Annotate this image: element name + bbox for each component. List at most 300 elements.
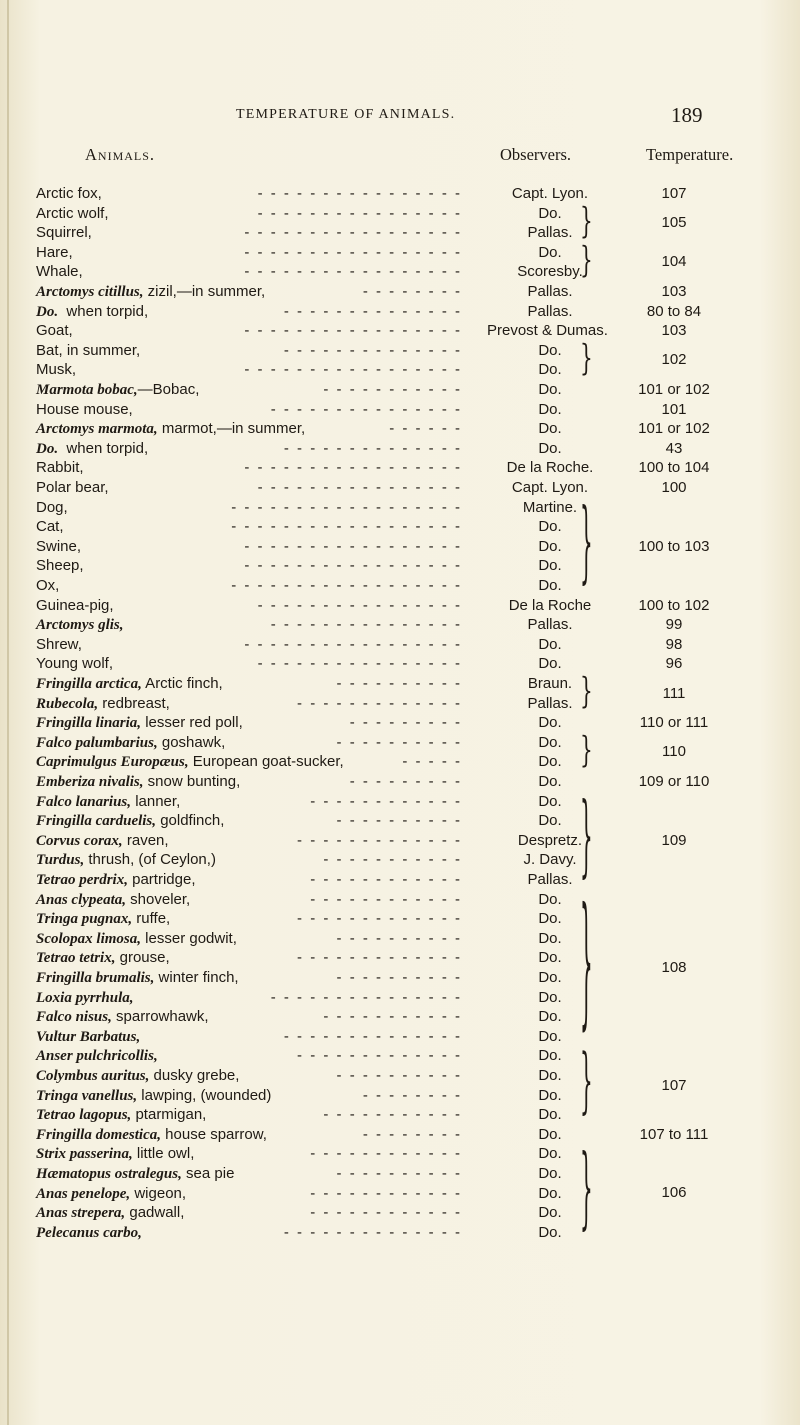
common-name: Hare, (36, 243, 73, 261)
common-name: redbreast, (98, 694, 170, 712)
leader-dashes: - - - - - - - - - - - - - - - - (257, 479, 462, 496)
leader-dashes: - - - - - - - - - - - - - - (283, 439, 462, 457)
common-name: snow bunting, (143, 773, 241, 790)
table-row (0, 654, 800, 673)
temperature-value: 100 to 103 (638, 537, 710, 555)
latin-name: Falco lanarius, (36, 793, 132, 810)
table-row (0, 1007, 800, 1026)
common-name: raven, (122, 831, 169, 849)
observer-name: Scoresby. (517, 263, 583, 281)
temperature-value: 100 to 104 (638, 459, 710, 477)
leader-dashes: - - - - - - - - - - - - - - (283, 1223, 462, 1241)
temperature-value: 101 (661, 400, 687, 418)
latin-name: Falco nisus, (36, 1009, 112, 1026)
animal-name (36, 1007, 209, 1027)
table-row (0, 321, 800, 340)
observer-name: Pallas. (527, 694, 573, 712)
common-name: grouse, (115, 949, 170, 967)
observer-name: Do. (538, 969, 562, 986)
latin-name: Marmota bobac, (36, 382, 138, 398)
observer-name: Pallas. (527, 283, 573, 300)
group-temperature (0, 1076, 800, 1095)
table-row (0, 772, 800, 791)
common-name: Whale, (36, 263, 83, 281)
group-brace: } (580, 198, 593, 241)
observer-name: Do. (538, 243, 562, 261)
table-row (0, 498, 800, 517)
common-name: Arctic wolf, (36, 204, 109, 222)
common-name: wigeon, (130, 1184, 187, 1202)
animal-name (36, 498, 68, 517)
common-name: Shrew, (36, 635, 82, 653)
observer-name: Do. (538, 1027, 562, 1045)
running-head (0, 103, 800, 127)
leader-dashes: - - - - - - - - (362, 1125, 462, 1143)
latin-name: Hæmatopus ostralegus, (36, 1166, 182, 1182)
observer-name: Do. (538, 1125, 562, 1143)
observer-name: Braun. (527, 675, 573, 692)
leader-dashes: - - - - - - - - - - - - - - - (270, 400, 462, 418)
column-header-observers: Observers. (500, 145, 572, 164)
observer-name: Do. (538, 890, 562, 908)
observer-name: Capt. Lyon. (511, 479, 589, 496)
table-row (0, 1105, 800, 1124)
latin-name: Vultur Barbatus, (36, 1028, 141, 1045)
observer-name: Do. (538, 518, 562, 536)
table-row (0, 811, 800, 830)
common-name: lesser godwit, (141, 929, 237, 947)
temperature-value: 101 or 102 (638, 420, 710, 438)
observer-name: Do. (538, 910, 562, 928)
page-number: 189 (671, 103, 703, 127)
group-brace: } (580, 1133, 593, 1241)
leader-dashes: - - - - - - - - - - - - - - - - (257, 655, 462, 673)
observer-name: Do. (538, 1008, 562, 1026)
animal-name (36, 380, 199, 400)
table-row (0, 517, 800, 536)
leader-dashes: - - - - - - - - - - (336, 1165, 462, 1182)
common-name: Musk, (36, 361, 77, 379)
animal-name (36, 517, 64, 536)
leader-dashes: - - - - - - - - - - - - - (297, 831, 462, 849)
table-row (0, 1144, 800, 1163)
leader-dashes: - - - - - - - - - - - - - - - - - (244, 224, 462, 242)
table-row (0, 184, 800, 203)
animal-name (36, 596, 114, 615)
leader-dashes: - - - - - - - - - (349, 714, 462, 732)
leader-dashes: - - - - - - - - - - - - - - - - (257, 185, 462, 202)
table-row (0, 419, 800, 438)
leader-dashes: - - - - - - - - (362, 283, 462, 300)
observer-name: Prevost & Dumas. (487, 322, 608, 340)
animal-name (36, 909, 170, 929)
leader-dashes: - - - - - - - - - - - - - - - - - (244, 459, 462, 477)
latin-name: Anas strepera, (36, 1205, 126, 1222)
latin-name: Tringa pugnax, (36, 911, 133, 928)
table-row (0, 302, 800, 321)
table-row (0, 870, 800, 889)
common-name: goshawk, (157, 733, 226, 751)
table-row (0, 635, 800, 654)
temperature-value: 108 (661, 959, 687, 976)
common-name: gadwall, (125, 1204, 185, 1222)
latin-name: Do. (36, 303, 59, 320)
observer-name: Do. (538, 557, 562, 575)
group-temperature (0, 742, 800, 761)
leader-dashes: - - - - - - - - - - - - - - (283, 341, 462, 359)
observer-name: Do. (538, 949, 562, 967)
common-name: Sheep, (36, 557, 84, 575)
temperature-value: 107 to 111 (639, 1125, 709, 1143)
common-name: Young wolf, (36, 655, 114, 673)
latin-name: Fringilla carduelis, (36, 813, 157, 830)
table-row (0, 1164, 800, 1183)
latin-name: Anser pulchricollis, (36, 1048, 158, 1065)
table-row (0, 792, 800, 811)
common-name: lanner, (131, 792, 181, 810)
animal-name (36, 419, 305, 439)
animal-name (36, 1203, 184, 1223)
animal-name (36, 1164, 234, 1184)
leader-dashes: - - - - - - - - - - - - - (297, 694, 462, 712)
temperature-value: 105 (661, 214, 687, 232)
group-temperature (0, 252, 800, 271)
observer-name: Do. (538, 988, 562, 1006)
table-row (0, 1223, 800, 1242)
common-name: lesser red poll, (141, 714, 243, 732)
latin-name: Arctomys marmota, (36, 421, 158, 438)
latin-name: Caprimulgus Europæus, (36, 754, 189, 771)
leader-dashes: - - - - - - - - - - (336, 969, 462, 986)
common-name: shoveler, (126, 890, 191, 908)
common-name: house sparrow, (161, 1125, 267, 1143)
table-row (0, 282, 800, 301)
observer-name: Do. (538, 1067, 562, 1084)
leader-dashes: - - - - - - - - - - - - - - - - - - (231, 577, 462, 594)
table-row (0, 458, 800, 477)
common-name: Arctic finch, (141, 675, 223, 692)
table-row (0, 596, 800, 615)
observer-name: Do. (538, 439, 562, 457)
animal-name (36, 458, 84, 477)
animal-name (36, 870, 196, 890)
latin-name: Fringilla arctica, (36, 676, 142, 692)
common-name: Ox, (36, 577, 60, 594)
temperature-value: 100 to 102 (638, 596, 710, 614)
common-name: sparrowhawk, (111, 1008, 209, 1026)
running-head-title: TEMPERATURE OF ANIMALS. (236, 107, 456, 122)
observer-name: Do. (538, 1184, 562, 1202)
observer-name: De la Roche (508, 596, 592, 614)
temperature-value: 107 (661, 1076, 687, 1094)
group-brace: } (580, 237, 593, 280)
group-temperature (0, 350, 800, 369)
observer-name: Do. (538, 773, 562, 790)
leader-dashes: - - - - - - - - - (349, 773, 462, 790)
temperature-value: 101 or 102 (638, 381, 710, 398)
animal-name (36, 1046, 158, 1066)
common-name: zizil,—in summer, (143, 283, 266, 300)
animal-name (36, 282, 265, 302)
common-name: thrush, (of Ceylon,) (84, 851, 216, 869)
group-temperature (0, 958, 800, 977)
observer-name: Do. (538, 204, 562, 222)
group-temperature (0, 684, 800, 703)
temperature-value: 110 (662, 743, 686, 761)
temperature-value: 106 (661, 1184, 687, 1202)
observer-name: J. Davy. (523, 851, 577, 869)
temperature-value: 96 (665, 655, 683, 673)
leader-dashes: - - - - - - - - - - (336, 733, 462, 751)
latin-name: Turdus, (36, 852, 85, 869)
observer-name: Do. (538, 812, 562, 830)
table-row (0, 850, 800, 869)
temperature-value: 110 or 111 (639, 714, 709, 732)
latin-name: Anas penelope, (36, 1185, 131, 1202)
observer-name: Do. (538, 577, 562, 594)
group-temperature (0, 1183, 800, 1202)
temperature-value: 99 (665, 616, 683, 634)
animal-name (36, 478, 109, 497)
latin-name: Corvus corax, (36, 832, 123, 849)
table-row (0, 890, 800, 909)
animal-name (36, 556, 84, 575)
common-name: Arctic fox, (36, 185, 102, 202)
leader-dashes: - - - - - - - - - - - - (310, 1145, 462, 1163)
leader-dashes: - - - - - - - - - - - - - - - - - (244, 537, 462, 555)
animal-name (36, 890, 190, 910)
leader-dashes: - - - - - - - - - - - - - - (283, 302, 462, 320)
observer-name: Do. (538, 792, 562, 810)
leader-dashes: - - - - - - - - - - - - - - - - - (244, 361, 462, 379)
leader-dashes: - - - - - - - - - - - - - - - - (257, 596, 462, 614)
animal-name (36, 576, 59, 595)
leader-dashes: - - - - - - - - - - - - - (297, 949, 462, 967)
latin-name: Tetrao tetrix, (36, 950, 116, 967)
leader-dashes: - - - - - - - - - - - (323, 381, 462, 398)
leader-dashes: - - - - - - - - - - (336, 812, 462, 830)
common-name: when torpid, (58, 439, 149, 457)
animal-name (36, 1125, 267, 1145)
latin-name: Colymbus auritus, (36, 1068, 150, 1084)
animal-name (36, 1027, 140, 1047)
observer-name: Pallas. (527, 616, 573, 634)
observer-name: Do. (538, 753, 562, 771)
column-header-temperature: Temperature. (646, 145, 734, 164)
leader-dashes: - - - - - - - - - - - (323, 851, 462, 869)
common-name: ruffe, (132, 910, 171, 928)
leader-dashes: - - - - - - - - - - - - - - - - - - (231, 498, 462, 516)
temperature-value: 109 or 110 (638, 773, 710, 790)
leader-dashes: - - - - - - - - - - - - - - - (270, 988, 462, 1006)
leader-dashes: - - - - - (402, 753, 462, 771)
table-row (0, 615, 800, 634)
common-name: —Bobac, (137, 381, 200, 398)
animal-name (36, 792, 180, 812)
common-name: when torpid, (58, 302, 149, 320)
common-name: goldfinch, (156, 812, 225, 830)
leader-dashes: - - - - - - - - - - - - - - - - - - (231, 518, 462, 536)
common-name: ptarmigan, (131, 1106, 207, 1124)
observer-name: Pallas. (527, 871, 573, 888)
animal-name (36, 184, 102, 203)
animal-name (36, 1144, 194, 1164)
latin-name: Arctomys glis, (36, 617, 124, 634)
temperature-value: 43 (665, 439, 683, 457)
group-temperature (0, 537, 800, 556)
leader-dashes: - - - - - - - - - - - - - - - (270, 616, 462, 634)
observer-name: Do. (538, 1047, 562, 1065)
common-name: sea pie (181, 1165, 235, 1182)
latin-name: Tringa vanellus, (36, 1087, 138, 1104)
leader-dashes: - - - - - - - - - - - - - - - - - (244, 557, 462, 575)
leader-dashes: - - - - - - - - - - - - - - - - - (244, 243, 462, 261)
leader-dashes: - - - - - - - - - - (336, 1067, 462, 1084)
observer-name: Do. (538, 635, 562, 653)
observer-name: De la Roche. (506, 459, 594, 477)
leader-dashes: - - - - - - - - - - - - (310, 1184, 462, 1202)
table-row (0, 1125, 800, 1144)
table-row (0, 713, 800, 732)
common-name: dusky grebe, (149, 1067, 240, 1084)
leader-dashes: - - - - - - - - - - - (323, 1008, 462, 1026)
observer-name: Pallas. (527, 302, 573, 320)
observer-name: Do. (538, 1165, 562, 1182)
table-row (0, 929, 800, 948)
observer-name: Do. (538, 361, 562, 379)
latin-name: Rubecola, (36, 695, 99, 712)
leader-dashes: - - - - - - - - - - - - - - - - - (244, 263, 462, 281)
animal-name (36, 988, 134, 1008)
observer-name: Do. (538, 733, 562, 751)
latin-name: Fringilla linaria, (36, 715, 142, 732)
group-brace: } (580, 780, 593, 888)
table-row (0, 576, 800, 595)
temperature-value: 80 to 84 (646, 302, 702, 320)
leader-dashes: - - - - - - - - - - - - - - (283, 1027, 462, 1045)
column-header-animals: Animals. (85, 145, 156, 164)
leader-dashes: - - - - - - - - (362, 1086, 462, 1104)
table-row (0, 380, 800, 399)
latin-name: Emberiza nivalis, (36, 774, 144, 790)
group-brace: } (580, 873, 593, 1045)
table-row (0, 1027, 800, 1046)
common-name: Goat, (36, 322, 73, 340)
observer-name: Capt. Lyon. (511, 185, 589, 202)
common-name: little owl, (132, 1145, 195, 1163)
observer-name: Do. (538, 400, 562, 418)
animal-name (36, 439, 148, 459)
leader-dashes: - - - - - - (389, 420, 462, 438)
leader-dashes: - - - - - - - - - - - - - (297, 1047, 462, 1065)
common-name: Dog, (36, 498, 68, 516)
latin-name: Falco palumbarius, (36, 734, 158, 751)
observer-name: Do. (538, 655, 562, 673)
group-temperature (0, 831, 800, 850)
leader-dashes: - - - - - - - - - - - - (310, 792, 462, 810)
leader-dashes: - - - - - - - - - - - - - - - - (257, 204, 462, 222)
animal-name (36, 850, 216, 870)
latin-name: Anas clypeata, (36, 891, 126, 908)
latin-name: Do. (36, 440, 59, 457)
observer-name: Do. (538, 1086, 562, 1104)
leader-dashes: - - - - - - - - - - - - (310, 871, 462, 888)
common-name: House mouse, (36, 400, 133, 418)
group-brace: } (580, 486, 593, 594)
leader-dashes: - - - - - - - - - - (336, 929, 462, 947)
table-row (0, 1203, 800, 1222)
observer-name: Do. (538, 420, 562, 438)
table-row (0, 439, 800, 458)
observer-name: Do. (538, 929, 562, 947)
temperature-value: 98 (665, 635, 683, 653)
temperature-value: 103 (661, 283, 687, 300)
latin-name: Fringilla brumalis, (36, 970, 155, 986)
leader-dashes: - - - - - - - - - - - - - (297, 910, 462, 928)
animal-name (36, 302, 148, 322)
latin-name: Tetrao lagopus, (36, 1107, 132, 1124)
latin-name: Scolopax limosa, (36, 930, 142, 947)
group-brace: } (580, 668, 593, 712)
animal-name (36, 635, 82, 654)
group-brace: } (580, 1037, 593, 1123)
temperature-value: 100 (661, 479, 687, 496)
observer-name: Do. (538, 714, 562, 732)
latin-name: Strix passerina, (36, 1146, 133, 1163)
table-row (0, 556, 800, 575)
observer-name: Despretz. (517, 831, 583, 849)
temperature-value: 111 (662, 684, 686, 702)
common-name: European goat-sucker, (188, 753, 344, 771)
temperature-value: 109 (661, 831, 687, 849)
common-name: partridge, (127, 871, 196, 888)
leader-dashes: - - - - - - - - - - (336, 675, 462, 692)
observer-name: Do. (538, 1106, 562, 1124)
group-brace: } (580, 335, 593, 378)
animal-name (36, 400, 133, 419)
common-name: marmot,—in summer, (157, 420, 306, 438)
latin-name: Tetrao perdrix, (36, 872, 128, 888)
table-row (0, 988, 800, 1007)
latin-name: Loxia pyrrhula, (36, 989, 134, 1006)
table-row (0, 400, 800, 419)
observer-name: Pallas. (527, 224, 573, 242)
table-row (0, 909, 800, 928)
leader-dashes: - - - - - - - - - - - - (310, 1204, 462, 1222)
common-name: Guinea-pig, (36, 596, 114, 614)
leader-dashes: - - - - - - - - - - - - (310, 890, 462, 908)
temperature-value: 103 (661, 322, 687, 340)
table-row (0, 1046, 800, 1065)
temperature-value: 104 (661, 253, 687, 271)
temperature-value: 102 (661, 351, 687, 369)
latin-name: Pelecanus carbo, (36, 1224, 142, 1241)
animal-name (36, 811, 224, 831)
common-name: Squirrel, (36, 224, 92, 242)
observer-name: Do. (538, 1145, 562, 1163)
group-brace: } (580, 727, 593, 770)
animal-name (36, 1223, 142, 1243)
latin-name: Arctomys citillus, (36, 284, 144, 300)
observer-name: Do. (538, 537, 562, 555)
table-row (0, 478, 800, 497)
common-name: Rabbit, (36, 459, 84, 477)
common-name: Polar bear, (36, 479, 109, 496)
animal-name (36, 713, 243, 733)
leader-dashes: - - - - - - - - - - - - - - - - - (244, 635, 462, 653)
common-name: Swine, (36, 537, 82, 555)
observer-name: Do. (538, 341, 562, 359)
